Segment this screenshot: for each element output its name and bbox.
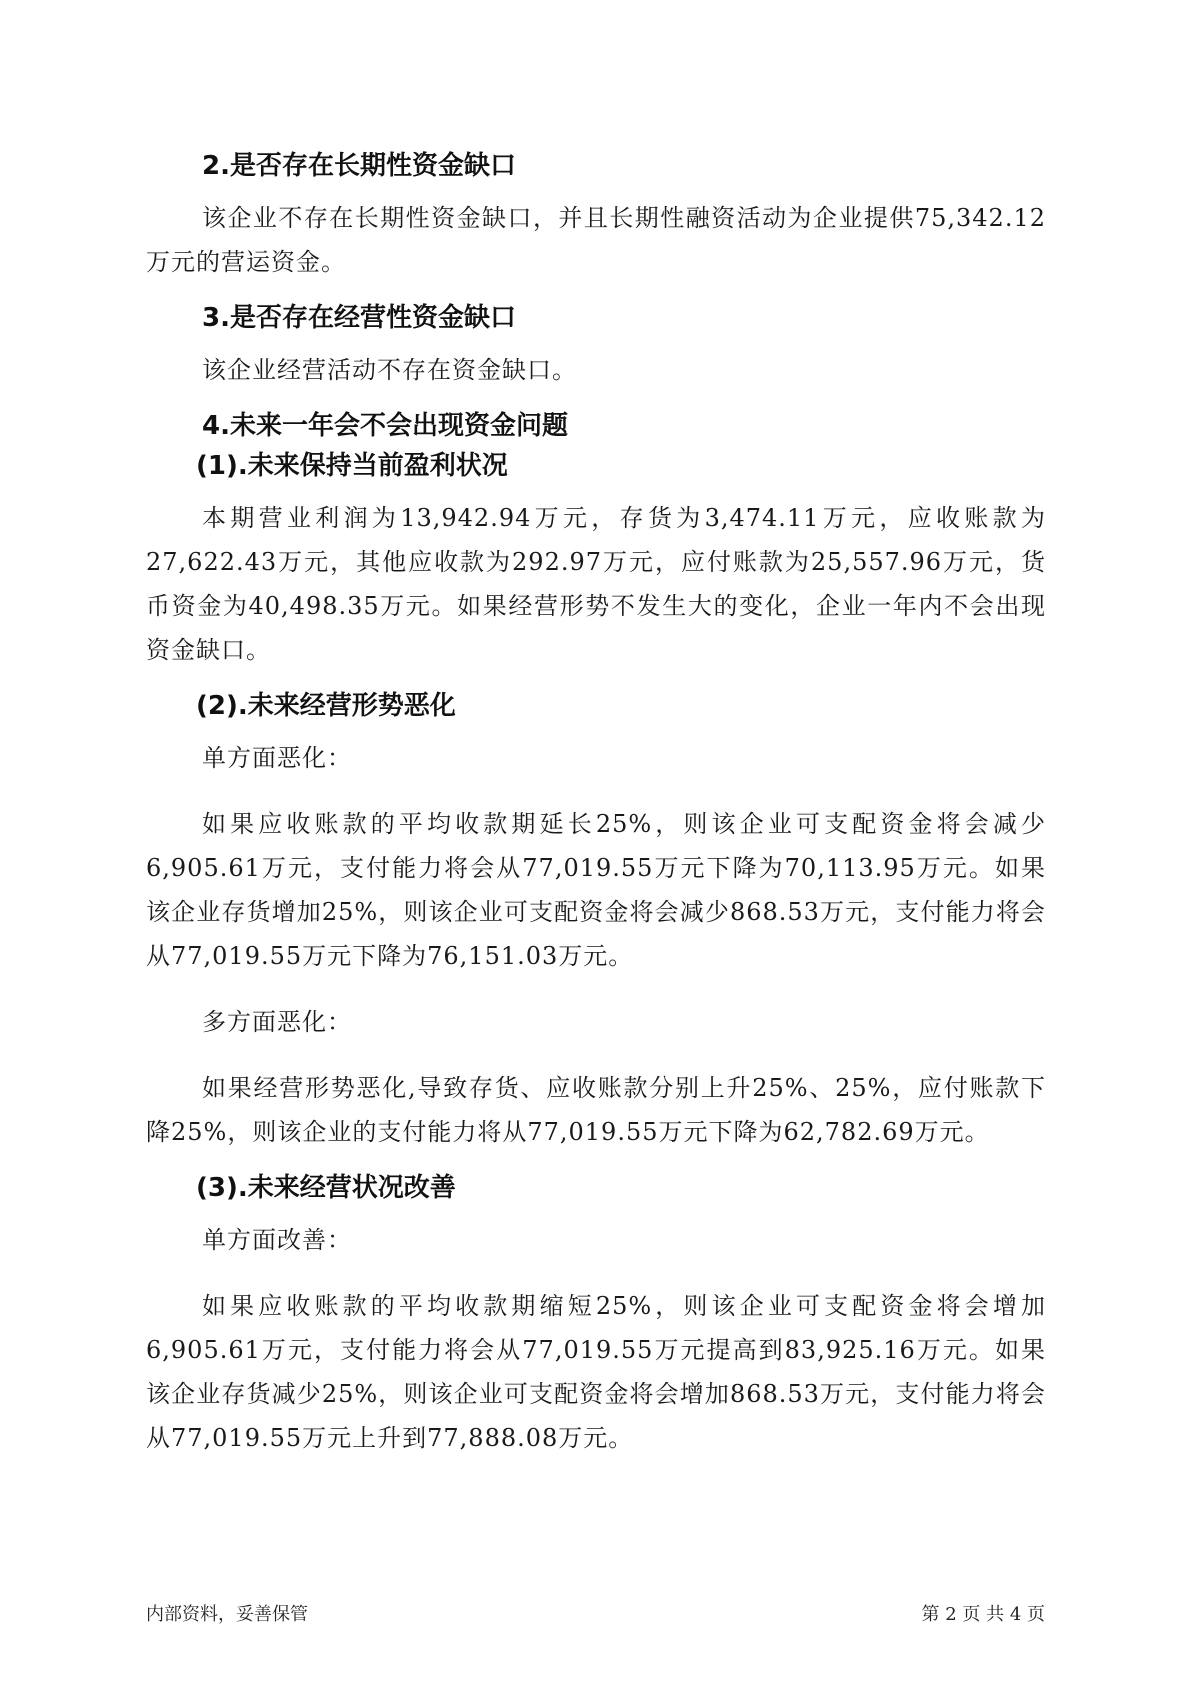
section-2-paragraph: 该企业不存在长期性资金缺口，并且长期性融资活动为企业提供75,342.12万元的营运资金。	[146, 204, 1046, 276]
footer-confidential-note: 内部资料，妥善保管	[146, 1604, 308, 1625]
sub-1-paragraph: 本期营业利润为13,942.94万元，存货为3,474.11万元，应收账款为27,622.43万元，其他应收款为292.97万元，应付账款为25,557.96万元，货币资金为40,498.35万元。如果经营形势不发生大的变化，企业一年内不会出现资金缺口。	[146, 504, 1046, 664]
page-content	[146, 146, 1046, 1460]
sub-heading-1: (1).未来保持当前盈利状况	[196, 451, 508, 481]
sub-3-single-paragraph: 如果应收账款的平均收款期缩短25%，则该企业可支配资金将会增加6,905.61万元，支付能力将会从77,019.55万元提高到83,925.16万元。如果该企业存货减少25%，则该企业可支配资金将会增加868.53万元，支付能力将会从77,019.55万元上升到77,888.08万元。	[146, 1292, 1046, 1452]
sub-2-multi-paragraph: 如果经营形势恶化,导致存货、应收账款分别上升25%、25%，应付账款下降25%，则该企业的支付能力将从77,019.55万元下降为62,782.69万元。	[146, 1074, 1046, 1146]
page-footer	[146, 1600, 1045, 1630]
section-3-paragraph: 该企业经营活动不存在资金缺口。	[202, 356, 577, 384]
footer-page-number: 第 2 页 共 4 页	[921, 1604, 1045, 1625]
sub-heading-3: (3).未来经营状况改善	[196, 1173, 456, 1203]
section-heading-2: 2.是否存在长期性资金缺口	[202, 151, 516, 181]
section-heading-3: 3.是否存在经营性资金缺口	[202, 303, 516, 333]
section-heading-4: 4.未来一年会不会出现资金问题	[202, 411, 568, 441]
sub-3-single-label: 单方面改善：	[202, 1226, 352, 1254]
sub-2-single-paragraph: 如果应收账款的平均收款期延长25%，则该企业可支配资金将会减少6,905.61万元，支付能力将会从77,019.55万元下降为70,113.95万元。如果该企业存货增加25%，则该企业可支配资金将会减少868.53万元，支付能力将会从77,019.55万元下降为76,151.03万元。	[146, 810, 1046, 970]
sub-heading-2: (2).未来经营形势恶化	[196, 691, 456, 721]
sub-2-single-label: 单方面恶化：	[202, 744, 352, 772]
sub-2-multi-label: 多方面恶化：	[202, 1008, 352, 1036]
